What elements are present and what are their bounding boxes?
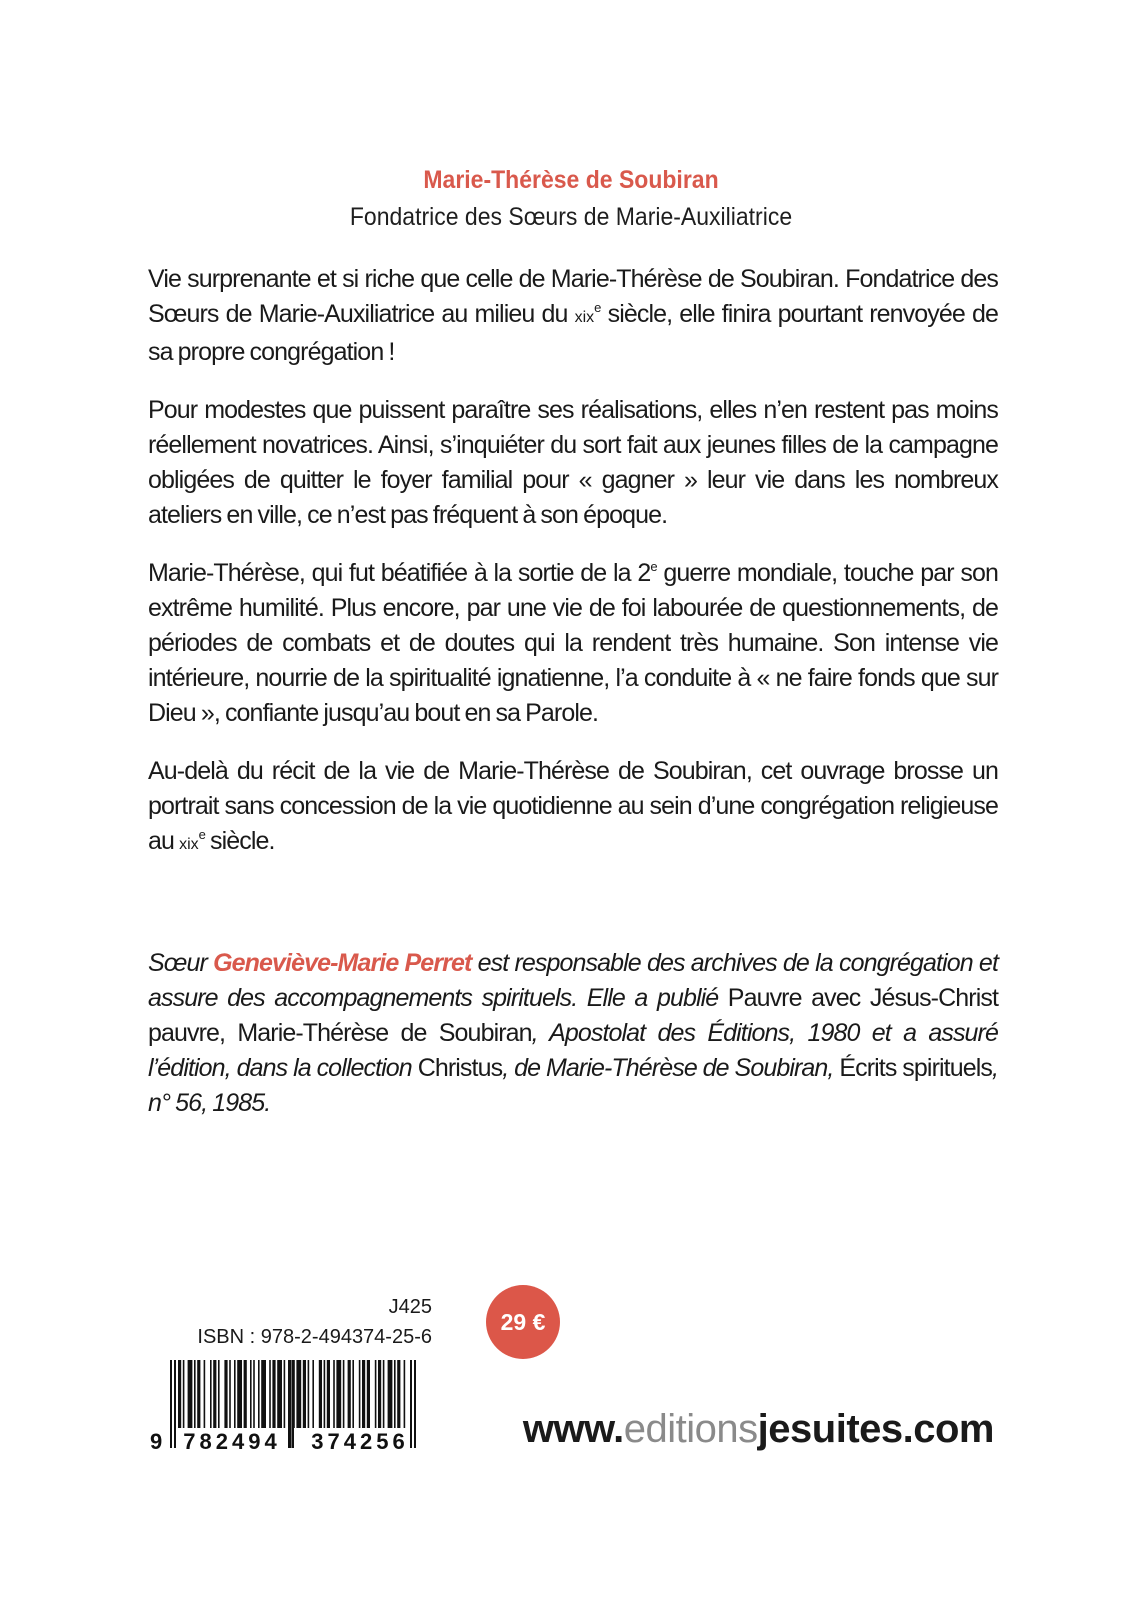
barcode-bar — [378, 1360, 381, 1428]
century-numeral: xix — [179, 836, 199, 853]
barcode-bar — [414, 1360, 416, 1448]
author-prefix: Sœur — [148, 949, 214, 977]
summary-paragraph-1 — [148, 262, 998, 370]
isbn: ISBN : 978-2-494374-25-6 — [197, 1326, 432, 1348]
barcode-bar — [397, 1360, 400, 1428]
barcode-bar — [210, 1360, 212, 1428]
website-part-2: editions — [623, 1407, 758, 1451]
summary-p3-text-b: guerre mondiale, touche par son extrême humilité. Plus encore, par une vie de foi labourée de questionnements, de périodes de combats et de doutes qui la rendent très humaine. Son intense vie intérieure, nourrie de la spiritualité ignatienne, l’a conduite à « ne faire fonds que sur Dieu », confiante jusqu’au bout en sa Parole. — [148, 559, 998, 727]
barcode — [140, 1352, 440, 1452]
barcode-bar — [253, 1360, 255, 1428]
barcode-bar — [244, 1360, 247, 1428]
product-code: J425 — [388, 1296, 432, 1318]
barcode-bar — [343, 1360, 345, 1428]
barcode-bar — [272, 1360, 275, 1428]
barcode-bar — [394, 1360, 396, 1428]
barcode-bar — [197, 1360, 200, 1428]
barcode-bar — [292, 1360, 294, 1448]
barcode-digit-first: 9 — [150, 1429, 163, 1452]
barcode-bar — [229, 1360, 231, 1428]
barcode-bar — [375, 1360, 377, 1428]
summary-paragraph-2: Pour modestes que puissent paraître ses réalisations, elles n’en restent pas moins réellement novatrices. Ainsi, s’inquiéter du sort fait aux jeunes filles de la campagne obligées de quitter le foyer familial pour « gagner » leur vie dans les nombreux ateliers en ville, ce n’est pas fréquent à son époque. — [148, 396, 998, 529]
barcode-bar — [303, 1360, 306, 1428]
barcode-bar — [367, 1360, 370, 1428]
author-text-3: , de Marie-Thérèse de Soubiran, — [502, 1054, 840, 1082]
author-text-2: , Apostolat des Éditions, 1980 et a assuré l’édition, dans la collection — [148, 1019, 998, 1082]
ordinal-superscript: e — [594, 300, 601, 315]
barcode-bar — [404, 1360, 406, 1428]
website-part-1: www. — [522, 1407, 624, 1451]
barcode-bar — [277, 1360, 282, 1428]
author-collection: Christus — [417, 1054, 503, 1082]
author-book-1: Pauvre avec Jésus-Christ pauvre, Marie-Thérèse de Soubiran — [148, 984, 998, 1047]
barcode-bar — [218, 1360, 220, 1428]
barcode-bar — [359, 1360, 361, 1428]
summary-p3-text-a: Marie-Thérèse, qui fut béatifiée à la sortie de la 2 — [148, 559, 651, 587]
barcode-bar — [250, 1360, 252, 1428]
ordinal-superscript: e — [198, 827, 205, 842]
barcode-bar — [336, 1360, 341, 1428]
barcode-bar — [194, 1360, 196, 1428]
barcode-bar — [213, 1360, 216, 1428]
barcode-bar — [410, 1360, 412, 1448]
summary — [148, 262, 998, 885]
barcode-bar — [362, 1360, 365, 1428]
barcode-bar — [327, 1360, 330, 1428]
barcode-bar — [170, 1360, 172, 1448]
summary-paragraph-4 — [148, 754, 998, 862]
author-bio-paragraph — [148, 946, 998, 1121]
barcode-bar — [224, 1360, 227, 1428]
book-subtitle: Fondatrice des Sœurs de Marie-Auxiliatrice — [349, 203, 793, 231]
summary-p1-text-b: siècle, elle finira pourtant renvoyée de sa propre congrégation ! — [148, 300, 998, 366]
barcode-bar — [312, 1360, 314, 1428]
barcode-bar — [284, 1360, 286, 1428]
barcode-bar — [383, 1360, 385, 1428]
barcode-bar — [237, 1360, 242, 1428]
century-numeral: xix — [574, 309, 595, 326]
author-text-4: , n° 56, 1985. — [148, 1054, 999, 1117]
summary-p1-text-a: Vie surprenante et si riche que celle de Marie-Thérèse de Soubiran. Fondatrice des Sœurs de Marie-Auxiliatrice au milieu du — [148, 265, 998, 328]
book-title: Marie-Thérèse de Soubiran — [423, 166, 719, 194]
summary-paragraph-3 — [148, 556, 998, 731]
author-book-2: Écrits spirituels — [839, 1054, 992, 1082]
website-url — [514, 1407, 994, 1452]
barcode-bar — [288, 1360, 290, 1448]
barcode-bar — [352, 1360, 354, 1428]
barcode-bar — [388, 1360, 393, 1428]
barcode-digits-right: 374256 — [311, 1429, 409, 1452]
price-badge: 29 € — [486, 1285, 560, 1359]
barcode-bar — [319, 1360, 322, 1428]
author-text-1: est responsable des archives de la congrégation et assure des accompagnements spirituels. Elle a publié — [148, 949, 998, 1012]
barcode-bar — [348, 1360, 351, 1428]
barcode-bar — [269, 1360, 271, 1428]
barcode-bar — [183, 1360, 185, 1428]
summary-p4-text-a: Au-delà du récit de la vie de Marie-Thérèse de Soubiran, cet ouvrage brosse un portrait sans concession de la vie quotidienne au sein d’une congrégation religieuse au — [148, 757, 998, 855]
ordinal-superscript: e — [650, 559, 657, 574]
barcode-bar — [234, 1360, 236, 1428]
barcode-bar — [324, 1360, 326, 1428]
barcode-bar — [178, 1360, 181, 1428]
author-bio — [148, 946, 998, 1121]
summary-p4-text-b: siècle. — [204, 827, 275, 855]
barcode-bar — [188, 1360, 193, 1428]
barcode-bar — [174, 1360, 176, 1448]
barcode-bar — [261, 1360, 266, 1428]
author-name: Geneviève-Marie Perret — [213, 949, 472, 977]
barcode-digits-left: 782494 — [183, 1429, 281, 1452]
website-part-3: jesuites.com — [757, 1407, 994, 1451]
barcode-bar — [333, 1360, 335, 1428]
barcode-bar — [308, 1360, 310, 1428]
barcode-bar — [258, 1360, 260, 1428]
barcode-bar — [204, 1360, 206, 1428]
barcode-bar — [296, 1360, 301, 1428]
